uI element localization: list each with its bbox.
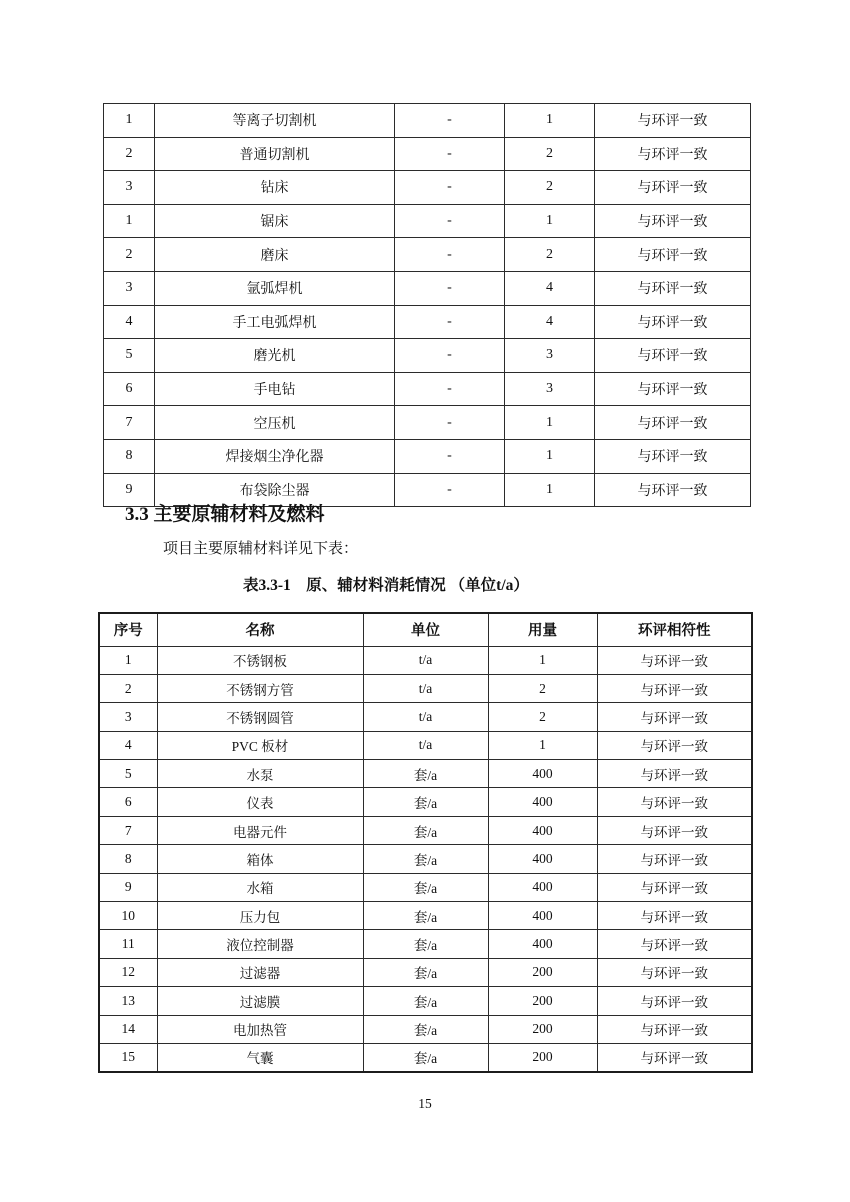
table-cell: 与环评一致 xyxy=(597,930,752,958)
table-row xyxy=(99,958,752,986)
table-cell: - xyxy=(395,204,505,238)
table-row xyxy=(99,816,752,844)
table-cell: - xyxy=(395,137,505,171)
table-cell: 与环评一致 xyxy=(597,674,752,702)
table-cell: 不锈钢板 xyxy=(157,646,363,674)
table-cell: 套/a xyxy=(363,816,488,844)
materials-table-body xyxy=(99,646,752,1072)
table-row xyxy=(104,439,751,473)
table-cell: 11 xyxy=(99,930,157,958)
table-cell: 9 xyxy=(104,473,155,507)
table-row xyxy=(99,902,752,930)
table-row xyxy=(104,339,751,373)
equipment-table-body xyxy=(104,104,751,507)
table-cell: 磨床 xyxy=(155,238,395,272)
table-cell: 锯床 xyxy=(155,204,395,238)
table-cell: 8 xyxy=(104,439,155,473)
table-cell: 过滤膜 xyxy=(157,987,363,1015)
header-cell: 单位 xyxy=(363,613,488,646)
table-cell: 12 xyxy=(99,958,157,986)
table-cell: 2 xyxy=(505,137,595,171)
table-cell: 套/a xyxy=(363,760,488,788)
table-cell: 与环评一致 xyxy=(595,137,751,171)
table-row xyxy=(99,703,752,731)
table-cell: - xyxy=(395,372,505,406)
table-cell: 10 xyxy=(99,902,157,930)
table-cell: 与环评一致 xyxy=(597,958,752,986)
table-row xyxy=(99,760,752,788)
table-cell: 与环评一致 xyxy=(597,873,752,901)
table-cell: 200 xyxy=(488,1015,597,1043)
table-row xyxy=(99,987,752,1015)
table-cell: 1 xyxy=(104,104,155,138)
table-cell: 200 xyxy=(488,1043,597,1071)
table-cell: t/a xyxy=(363,703,488,731)
table-cell: 与环评一致 xyxy=(597,1015,752,1043)
table-row xyxy=(99,1043,752,1071)
table-cell: 与环评一致 xyxy=(597,731,752,759)
table-cell: 普通切割机 xyxy=(155,137,395,171)
table-cell: 不锈钢圆管 xyxy=(157,703,363,731)
page-number: 15 xyxy=(418,1096,432,1111)
table-cell: 1 xyxy=(104,204,155,238)
table-cell: t/a xyxy=(363,674,488,702)
table-cell: 2 xyxy=(505,238,595,272)
table-cell: 套/a xyxy=(363,902,488,930)
table-cell: 7 xyxy=(99,816,157,844)
table-cell: 套/a xyxy=(363,788,488,816)
table-row xyxy=(99,674,752,702)
table-cell: 1 xyxy=(505,439,595,473)
table-row xyxy=(104,271,751,305)
table-cell: 6 xyxy=(104,372,155,406)
materials-table-header-row xyxy=(99,613,752,646)
table-cell: 200 xyxy=(488,958,597,986)
table-cell: 与环评一致 xyxy=(595,104,751,138)
table-cell: 3 xyxy=(505,339,595,373)
table-cell: 等离子切割机 xyxy=(155,104,395,138)
table-cell: 水箱 xyxy=(157,873,363,901)
header-cell: 用量 xyxy=(488,613,597,646)
table-cell: 400 xyxy=(488,930,597,958)
table-cell: 3 xyxy=(99,703,157,731)
table-cell: 手电钻 xyxy=(155,372,395,406)
intro-paragraph: 项目主要原辅材料详见下表： xyxy=(163,541,359,557)
table-cell: 4 xyxy=(505,271,595,305)
materials-table-head xyxy=(99,613,752,646)
table-cell: 水泵 xyxy=(157,760,363,788)
table-row xyxy=(104,406,751,440)
table-cell: 压力包 xyxy=(157,902,363,930)
table-cell: 400 xyxy=(488,788,597,816)
table-cell: 1 xyxy=(505,406,595,440)
table-cell: 13 xyxy=(99,987,157,1015)
table-cell: PVC 板材 xyxy=(157,731,363,759)
table-cell: 14 xyxy=(99,1015,157,1043)
table-row xyxy=(99,1015,752,1043)
header-cell: 序号 xyxy=(99,613,157,646)
table-cell: 1 xyxy=(488,646,597,674)
table-row xyxy=(104,372,751,406)
table-cell: - xyxy=(395,171,505,205)
table-cell: 与环评一致 xyxy=(597,987,752,1015)
table-cell: 与环评一致 xyxy=(595,171,751,205)
table-cell: 电器元件 xyxy=(157,816,363,844)
table-cell: 2 xyxy=(104,238,155,272)
table-row xyxy=(99,873,752,901)
section-heading: 3.3 主要原辅材料及燃料 xyxy=(125,504,325,525)
table-cell: 电加热管 xyxy=(157,1015,363,1043)
table-cell: 400 xyxy=(488,816,597,844)
table-cell: 3 xyxy=(104,271,155,305)
table-row xyxy=(104,473,751,507)
table-cell: 4 xyxy=(505,305,595,339)
table-cell: 套/a xyxy=(363,845,488,873)
table-cell: 4 xyxy=(104,305,155,339)
table-cell: 与环评一致 xyxy=(595,473,751,507)
table-cell: 钻床 xyxy=(155,171,395,205)
table-cell: 与环评一致 xyxy=(595,439,751,473)
table-cell: 2 xyxy=(104,137,155,171)
table-cell: - xyxy=(395,104,505,138)
table-cell: - xyxy=(395,406,505,440)
table-cell: - xyxy=(395,238,505,272)
table-cell: 套/a xyxy=(363,930,488,958)
table-cell: 1 xyxy=(505,473,595,507)
table-cell: 磨光机 xyxy=(155,339,395,373)
table-cell: 5 xyxy=(99,760,157,788)
table-cell: 不锈钢方管 xyxy=(157,674,363,702)
materials-table-caption: 表3.3-1 原、辅材料消耗情况 （单位t/a） xyxy=(243,577,529,594)
table-cell: 与环评一致 xyxy=(595,339,751,373)
table-cell: 空压机 xyxy=(155,406,395,440)
table-cell: 布袋除尘器 xyxy=(155,473,395,507)
table-cell: 1 xyxy=(99,646,157,674)
table-cell: 1 xyxy=(505,104,595,138)
table-cell: 与环评一致 xyxy=(597,788,752,816)
equipment-table xyxy=(103,103,751,507)
table-cell: t/a xyxy=(363,731,488,759)
table-cell: 4 xyxy=(99,731,157,759)
table-row xyxy=(104,305,751,339)
table-row xyxy=(104,171,751,205)
table-cell: 套/a xyxy=(363,987,488,1015)
table-cell: 箱体 xyxy=(157,845,363,873)
table-cell: 2 xyxy=(488,703,597,731)
table-cell: 与环评一致 xyxy=(597,816,752,844)
table-cell: 400 xyxy=(488,902,597,930)
table-cell: - xyxy=(395,339,505,373)
table-row xyxy=(104,204,751,238)
table-cell: 3 xyxy=(505,372,595,406)
table-cell: - xyxy=(395,305,505,339)
table-cell: 6 xyxy=(99,788,157,816)
table-cell: 5 xyxy=(104,339,155,373)
table-cell: 液位控制器 xyxy=(157,930,363,958)
table-cell: 与环评一致 xyxy=(597,902,752,930)
table-cell: 套/a xyxy=(363,1015,488,1043)
table-cell: 400 xyxy=(488,873,597,901)
header-cell: 名称 xyxy=(157,613,363,646)
table-row xyxy=(104,238,751,272)
table-cell: 2 xyxy=(488,674,597,702)
table-cell: 过滤器 xyxy=(157,958,363,986)
materials-table xyxy=(98,612,753,1073)
table-cell: t/a xyxy=(363,646,488,674)
table-cell: 套/a xyxy=(363,958,488,986)
table-cell: 氩弧焊机 xyxy=(155,271,395,305)
table-cell: 与环评一致 xyxy=(595,204,751,238)
table-cell: 与环评一致 xyxy=(597,646,752,674)
table-cell: 与环评一致 xyxy=(597,845,752,873)
table-cell: 2 xyxy=(99,674,157,702)
table-row xyxy=(99,731,752,759)
table-row xyxy=(99,845,752,873)
table-cell: 7 xyxy=(104,406,155,440)
header-cell: 环评相符性 xyxy=(597,613,752,646)
table-cell: 200 xyxy=(488,987,597,1015)
table-cell: - xyxy=(395,271,505,305)
table-cell: 套/a xyxy=(363,873,488,901)
table-row xyxy=(99,788,752,816)
table-cell: 焊接烟尘净化器 xyxy=(155,439,395,473)
table-cell: - xyxy=(395,439,505,473)
table-cell: 400 xyxy=(488,845,597,873)
table-cell: 9 xyxy=(99,873,157,901)
table-row xyxy=(104,137,751,171)
table-cell: 与环评一致 xyxy=(595,406,751,440)
table-cell: 2 xyxy=(505,171,595,205)
table-cell: 套/a xyxy=(363,1043,488,1071)
table-row xyxy=(99,930,752,958)
table-row xyxy=(99,646,752,674)
table-cell: 400 xyxy=(488,760,597,788)
table-row xyxy=(104,104,751,138)
table-cell: 仪表 xyxy=(157,788,363,816)
table-cell: 与环评一致 xyxy=(597,703,752,731)
table-cell: 15 xyxy=(99,1043,157,1071)
table-cell: 气囊 xyxy=(157,1043,363,1071)
table-cell: 1 xyxy=(488,731,597,759)
table-cell: 3 xyxy=(104,171,155,205)
table-cell: - xyxy=(395,473,505,507)
table-cell: 与环评一致 xyxy=(595,372,751,406)
table-cell: 1 xyxy=(505,204,595,238)
table-cell: 与环评一致 xyxy=(595,271,751,305)
table-cell: 与环评一致 xyxy=(595,238,751,272)
table-cell: 手工电弧焊机 xyxy=(155,305,395,339)
table-cell: 与环评一致 xyxy=(597,1043,752,1071)
table-cell: 8 xyxy=(99,845,157,873)
table-cell: 与环评一致 xyxy=(597,760,752,788)
table-cell: 与环评一致 xyxy=(595,305,751,339)
